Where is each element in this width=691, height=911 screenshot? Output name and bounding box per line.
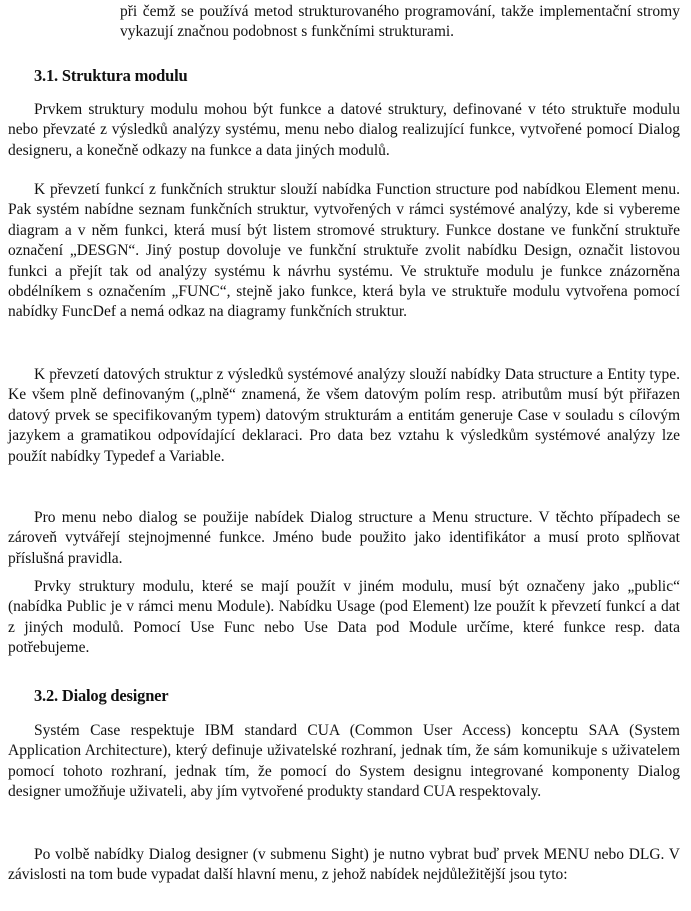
paragraph-module-elements: Prvkem struktury modulu mohou být funkce a datové struktury, definované v této struktuře modulu nebo převzaté z výsledků analýzy systému, menu nebo dialog realizující funkce, vytvořené pomocí Dialog designeru, a konečně odkazy na funkce a data jiných modulů. bbox=[8, 101, 680, 159]
paragraph-dialog-designer-menu: Po volbě nabídky Dialog designer (v submenu Sight) je nutno vybrat buď prvek MENU nebo DLG. V závislosti na tom bude vypadat další hlavní menu, z jehož nabídek nejdůležitější jsou tyto: bbox=[8, 846, 680, 884]
paragraph-function-structure: K převzetí funkcí z funkčních struktur slouží nabídka Function structure pod nabídkou Element menu. Pak systém nabídne seznam funkčních struktur, vytvořených v rámci systémové analýzy, kde si vybereme diagram a v něm funkci, která musí být listem stromové struktury. Funkce dostane ve funkční struktuře označení „DESGN“. Jiný postup dovoluje ve funkční struktuře zvolit nabídku Design, označit listovou funkci a přejít tak od analýzy systému k návrhu systému. Ve struktuře modulu je funkce znázorněna obdélníkem s označením „FUNC“, stejně jako funkce, která byla ve struktuře modulu vytvořena pomocí nabídky FuncDef a nemá odkaz na diagramy funkčních struktur. bbox=[8, 181, 680, 321]
intro-paragraph: při čemž se používá metod strukturovaného programování, takže implementační stromy vykazují značnou podobnost s funkčními strukturami. bbox=[120, 3, 680, 40]
paragraph-cua-standard: Systém Case respektuje IBM standard CUA (Common User Access) konceptu SAA (System Application Architecture), který definuje uživatelské rozhraní, jednak tím, že sám komunikuje s uživatelem pomocí tohoto rozhraní, jednak tím, že pomocí do System designu integrované komponenty Dialog designer umožňuje uživateli, aby jím vytvořené produkty standard CUA respektovaly. bbox=[8, 722, 680, 801]
section-heading-struktura-modulu: 3.1. Struktura modulu bbox=[34, 66, 188, 85]
section-heading-dialog-designer: 3.2. Dialog designer bbox=[34, 686, 169, 705]
paragraph-menu-dialog: Pro menu nebo dialog se použije nabídek Dialog structure a Menu structure. V těchto případech se zároveň vytvářejí stejnojmenné funkce. Jméno bude použito jako identifikátor a musí proto splňovat příslušná pravidla. bbox=[8, 509, 680, 567]
paragraph-data-structures: K převzetí datových struktur z výsledků systémové analýzy slouží nabídky Data structure a Entity type. Ke všem plně definovaným („plně“ znamená, že všem datovým polím resp. atributům musí být přiřazen datový prvek se specifikovaným typem) datovým strukturám a entitám generuje Case v souladu s cílovým jazykem a gramatikou odpovídající deklaraci. Pro data bez vztahu k výsledkům systémové analýzy lze použít nabídky Typedef a Variable. bbox=[8, 366, 680, 465]
paragraph-public-elements: Prvky struktury modulu, které se mají použít v jiném modulu, musí být označeny jako „public“ (nabídka Public je v rámci menu Module). Nabídku Usage (pod Element) lze použít k převzetí funkcí a dat z jiných modulů. Pomocí Use Func nebo Use Data pod Module určíme, které funkce resp. data potřebujeme. bbox=[8, 578, 680, 657]
